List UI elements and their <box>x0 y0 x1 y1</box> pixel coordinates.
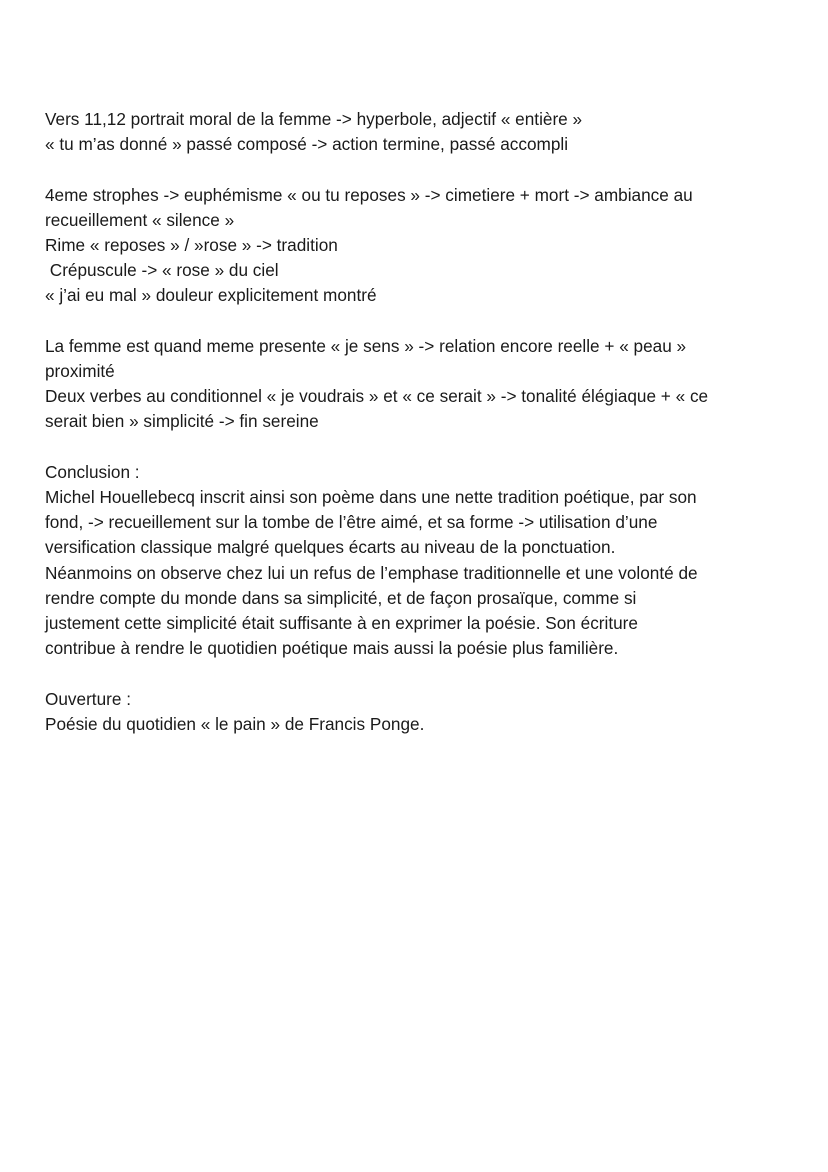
text-line: « j’ai eu mal » douleur explicitement montré <box>45 285 377 306</box>
text-line: fond, -> recueillement sur la tombe de l’être aimé, et sa forme -> utilisation d’une <box>45 512 658 533</box>
paragraph-4eme-strophe <box>45 183 780 309</box>
text-line: serait bien » simplicité -> fin sereine <box>45 411 319 432</box>
section-heading-conclusion: Conclusion : <box>45 461 140 482</box>
text-line: Néanmoins on observe chez lui un refus de l’emphase traditionnelle et une volonté de <box>45 562 698 583</box>
text-line: Vers 11,12 portrait moral de la femme -> hyperbole, adjectif « entière » <box>45 109 583 129</box>
section-heading-ouverture: Ouverture : <box>45 688 131 709</box>
text-line: 4eme strophes -> euphémisme « ou tu reposes » -> cimetiere + mort -> ambiance au <box>45 184 693 205</box>
text-line: Deux verbes au conditionnel « je voudrais » et « ce serait » -> tonalité élégiaque + « ce <box>45 386 709 407</box>
paragraph-conclusion <box>45 460 780 662</box>
text-line: Michel Houellebecq inscrit ainsi son poème dans une nette tradition poétique, par son <box>45 487 697 507</box>
text-line: justement cette simplicité était suffisante à en exprimer la poésie. Son écriture <box>45 613 638 634</box>
document-body <box>45 107 780 762</box>
text-line: proximité <box>45 361 115 381</box>
paragraph-vers-11-12 <box>45 107 780 157</box>
text-line: Crépuscule -> « rose » du ciel <box>45 260 279 281</box>
text-line: La femme est quand meme presente « je sens » -> relation encore reelle + « peau » <box>45 335 687 356</box>
text-line: recueillement « silence » <box>45 209 235 230</box>
paragraph-femme-presente <box>45 334 780 435</box>
text-line: « tu m’as donné » passé composé -> action termine, passé accompli <box>45 134 569 155</box>
text-line: versification classique malgré quelques écarts au niveau de la ponctuation. <box>45 537 616 558</box>
text-line: Poésie du quotidien « le pain » de Francis Ponge. <box>45 713 425 734</box>
text-line: rendre compte du monde dans sa simplicité, et de façon prosaïque, comme si <box>45 587 637 608</box>
paragraph-ouverture <box>45 687 780 737</box>
text-line: contribue à rendre le quotidien poétique mais aussi la poésie plus familière. <box>45 638 619 659</box>
text-line: Rime « reposes » / »rose » -> tradition <box>45 235 338 255</box>
